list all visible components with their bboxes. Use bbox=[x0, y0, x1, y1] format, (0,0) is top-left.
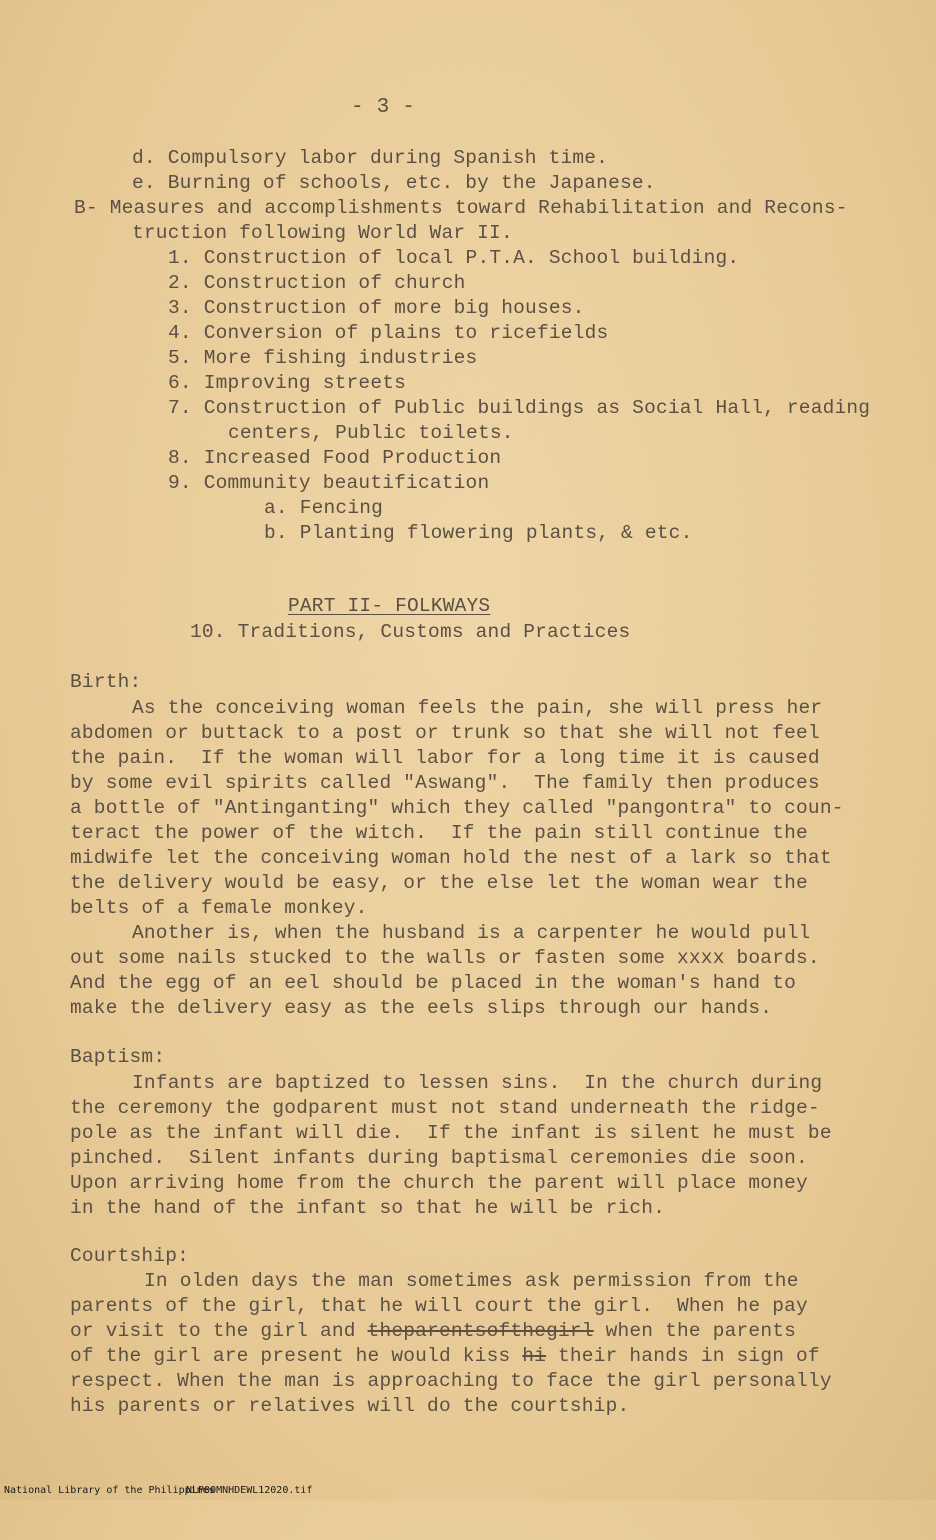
text-line: a. Fencing bbox=[264, 497, 384, 519]
text-line: the pain. If the woman will labor for a long time it is caused bbox=[70, 747, 820, 769]
text-line: parents of the girl, that he will court the girl. When he pay bbox=[70, 1295, 808, 1317]
text-line: d. Compulsory labor during Spanish time. bbox=[132, 147, 609, 169]
baptism-heading: Baptism: bbox=[70, 1046, 166, 1068]
struck-text: hi bbox=[522, 1345, 547, 1367]
text-line: truction following World War II. bbox=[132, 222, 513, 244]
text-line: B- Measures and accomplishments toward Rehabilitation and Recons- bbox=[74, 197, 848, 219]
text-line: Upon arriving home from the church the parent will place money bbox=[70, 1172, 808, 1194]
text-line: midwife let the conceiving woman hold the nest of a lark so that bbox=[70, 847, 832, 869]
text-line: 9. Community beautification bbox=[168, 472, 490, 494]
text-line: belts of a female monkey. bbox=[70, 897, 368, 919]
footer-library: National Library of the Philippines bbox=[4, 1485, 215, 1496]
text-line: As the conceiving woman feels the pain, she will press her bbox=[132, 697, 823, 719]
text-line: make the delivery easy as the eels slips through our hands. bbox=[70, 997, 773, 1019]
text-line: centers, Public toilets. bbox=[228, 422, 514, 444]
text-line: 8. Increased Food Production bbox=[168, 447, 502, 469]
text-line: by some evil spirits called "Aswang". The family then produces bbox=[70, 772, 820, 794]
text-line: the ceremony the godparent must not stand underneath the ridge- bbox=[70, 1097, 820, 1119]
text-line: In olden days the man sometimes ask permission from the bbox=[144, 1270, 799, 1292]
birth-heading: Birth: bbox=[70, 671, 142, 693]
text-line bbox=[70, 1344, 820, 1368]
text-line: 1. Construction of local P.T.A. School building. bbox=[168, 247, 740, 269]
text-line: 5. More fishing industries bbox=[168, 347, 478, 369]
struck-text: theparentsofthegirl bbox=[367, 1320, 594, 1342]
text-line: e. Burning of schools, etc. by the Japanese. bbox=[132, 172, 656, 194]
page-number: - 3 - bbox=[350, 96, 415, 119]
text-line: out some nails stucked to the walls or fasten some xxxx boards. bbox=[70, 947, 820, 969]
text-line: abdomen or buttack to a post or trunk so that she will not feel bbox=[70, 722, 820, 744]
scan-footer bbox=[0, 1484, 936, 1498]
text-line: Infants are baptized to lessen sins. In the church during bbox=[132, 1072, 823, 1094]
text-segment: of the girl are present he would kiss bbox=[70, 1345, 523, 1367]
text-line: in the hand of the infant so that he will be rich. bbox=[70, 1197, 666, 1219]
footer-file: NLP00MNHDEWL12020.tif bbox=[186, 1485, 313, 1496]
section-title: 10. Traditions, Customs and Practices bbox=[190, 621, 631, 643]
text-segment: when the parents bbox=[593, 1320, 797, 1342]
text-line: b. Planting flowering plants, & etc. bbox=[264, 522, 693, 544]
text-line: Another is, when the husband is a carpenter he would pull bbox=[132, 922, 811, 944]
text-line: a bottle of "Antinganting" which they called "pangontra" to coun- bbox=[70, 797, 844, 819]
text-line: And the egg of an eel should be placed in the woman's hand to bbox=[70, 972, 797, 994]
part-title: PART II- FOLKWAYS bbox=[288, 595, 491, 617]
text-line: pinched. Silent infants during baptismal ceremonies die soon. bbox=[70, 1147, 808, 1169]
text-line: the delivery would be easy, or the else let the woman wear the bbox=[70, 872, 808, 894]
text-line: respect. When the man is approaching to face the girl personally bbox=[70, 1370, 832, 1392]
text-line: pole as the infant will die. If the infant is silent he must be bbox=[70, 1122, 832, 1144]
text-line: teract the power of the witch. If the pain still continue the bbox=[70, 822, 808, 844]
text-segment: or visit to the girl and bbox=[70, 1320, 368, 1342]
text-line: his parents or relatives will do the courtship. bbox=[70, 1395, 630, 1417]
text-line: 7. Construction of Public buildings as Social Hall, reading bbox=[168, 397, 871, 419]
text-line: 2. Construction of church bbox=[168, 272, 466, 294]
text-line: 3. Construction of more big houses. bbox=[168, 297, 585, 319]
text-segment: their hands in sign of bbox=[546, 1345, 820, 1367]
text-line: 6. Improving streets bbox=[168, 372, 407, 394]
text-line: 4. Conversion of plains to ricefields bbox=[168, 322, 609, 344]
text-line bbox=[70, 1319, 796, 1343]
courtship-heading: Courtship: bbox=[70, 1245, 190, 1267]
